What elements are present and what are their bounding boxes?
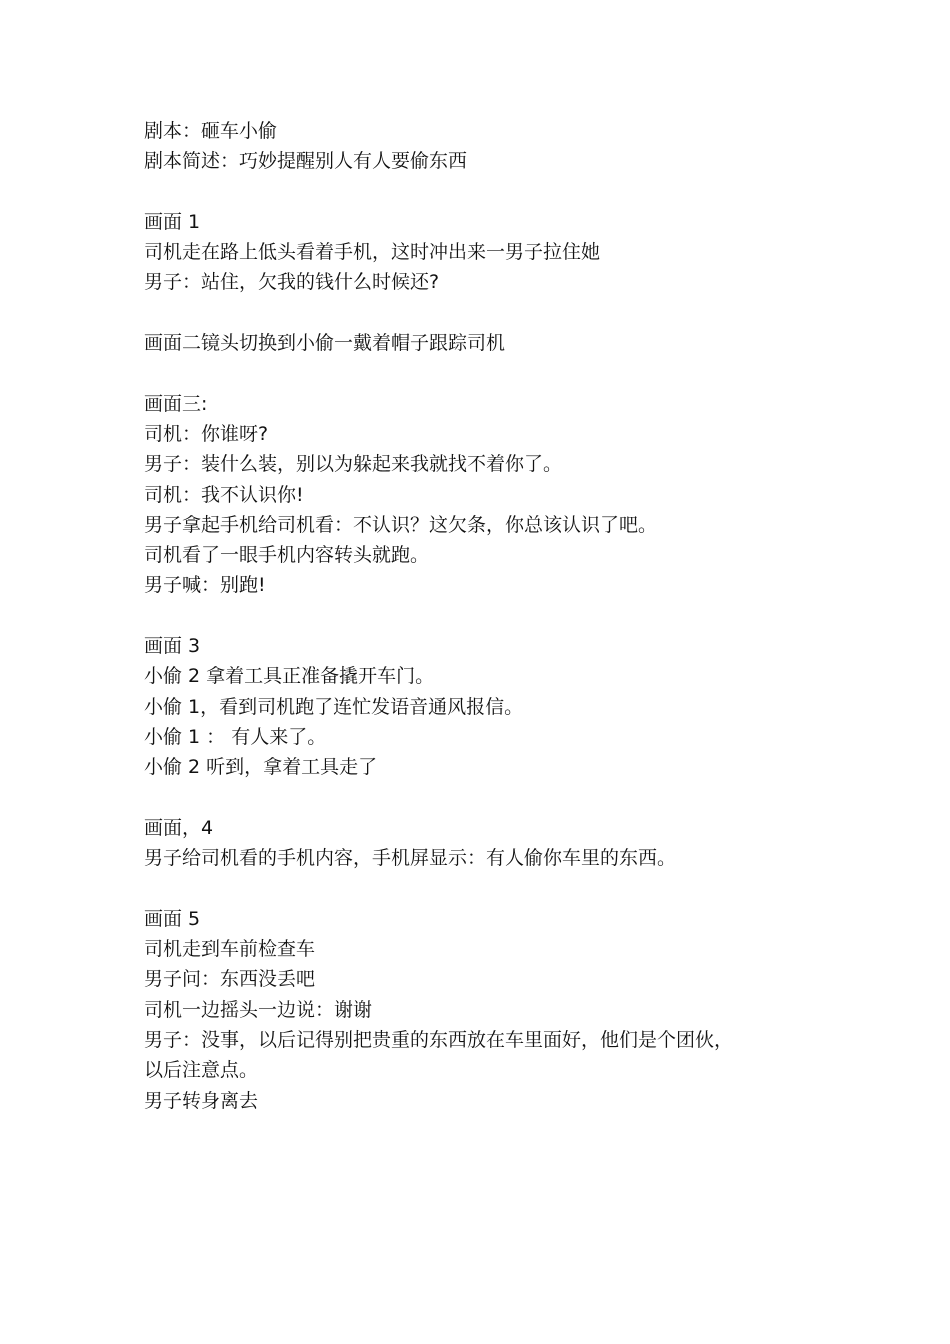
scene-line: 男子拿起手机给司机看：不认识？这欠条，你总该认识了吧。 <box>144 513 658 536</box>
scene-line: 男子问：东西没丢吧 <box>144 968 316 991</box>
scene-line: 男子给司机看的手机内容，手机屏显示：有人偷你车里的东西。 <box>144 847 677 870</box>
scene-line: 小偷 1 ： 有人来了。 <box>144 725 327 748</box>
script-title: 剧本：砸车小偷 <box>144 120 278 142</box>
scene-line: 小偷 2 拿着工具正准备撬开车门。 <box>144 665 435 688</box>
blank-line <box>144 298 824 328</box>
scene-line: 以后注意点。 <box>144 1059 259 1082</box>
scene-line: 司机一边摇头一边说：谢谢 <box>144 998 373 1021</box>
blank-line <box>144 177 824 207</box>
scene-heading-6: 画面 5 <box>144 907 201 930</box>
scene-heading-2: 画面二镜头切换到小偷一戴着帽子跟踪司机 <box>144 332 506 355</box>
scene-line: 男子：站住，欠我的钱什么时候还? <box>144 271 440 294</box>
blank-line <box>144 601 824 631</box>
scene-line: 男子喊：别跑! <box>144 574 266 597</box>
scene-line: 司机：你谁呀? <box>144 422 269 445</box>
blank-line <box>144 783 824 813</box>
scene-heading-1: 画面 1 <box>144 210 201 233</box>
script-text <box>144 116 824 1116</box>
scene-line: 司机看了一眼手机内容转头就跑。 <box>144 544 430 567</box>
scene-line: 司机：我不认识你! <box>144 483 304 506</box>
scene-line: 司机走在路上低头看着手机，这时冲出来一男子拉住她 <box>144 241 601 264</box>
scene-line: 小偷 2 听到，拿着工具走了 <box>144 756 378 779</box>
scene-line: 男子：装什么装，别以为躲起来我就找不着你了。 <box>144 453 563 476</box>
scene-heading-4: 画面 3 <box>144 635 201 658</box>
scene-line: 男子转身离去 <box>144 1089 259 1112</box>
scene-heading-3: 画面三: <box>144 392 208 415</box>
blank-line <box>144 873 824 903</box>
blank-line <box>144 358 824 388</box>
scene-line: 男子：没事，以后记得别把贵重的东西放在车里面好，他们是个团伙， <box>144 1028 734 1051</box>
scene-line: 小偷 1，看到司机跑了连忙发语音通风报信。 <box>144 695 524 718</box>
script-summary: 剧本简述：巧妙提醒别人有人要偷东西 <box>144 150 468 173</box>
scene-heading-5: 画面，4 <box>144 816 214 839</box>
scene-line: 司机走到车前检查车 <box>144 938 316 961</box>
